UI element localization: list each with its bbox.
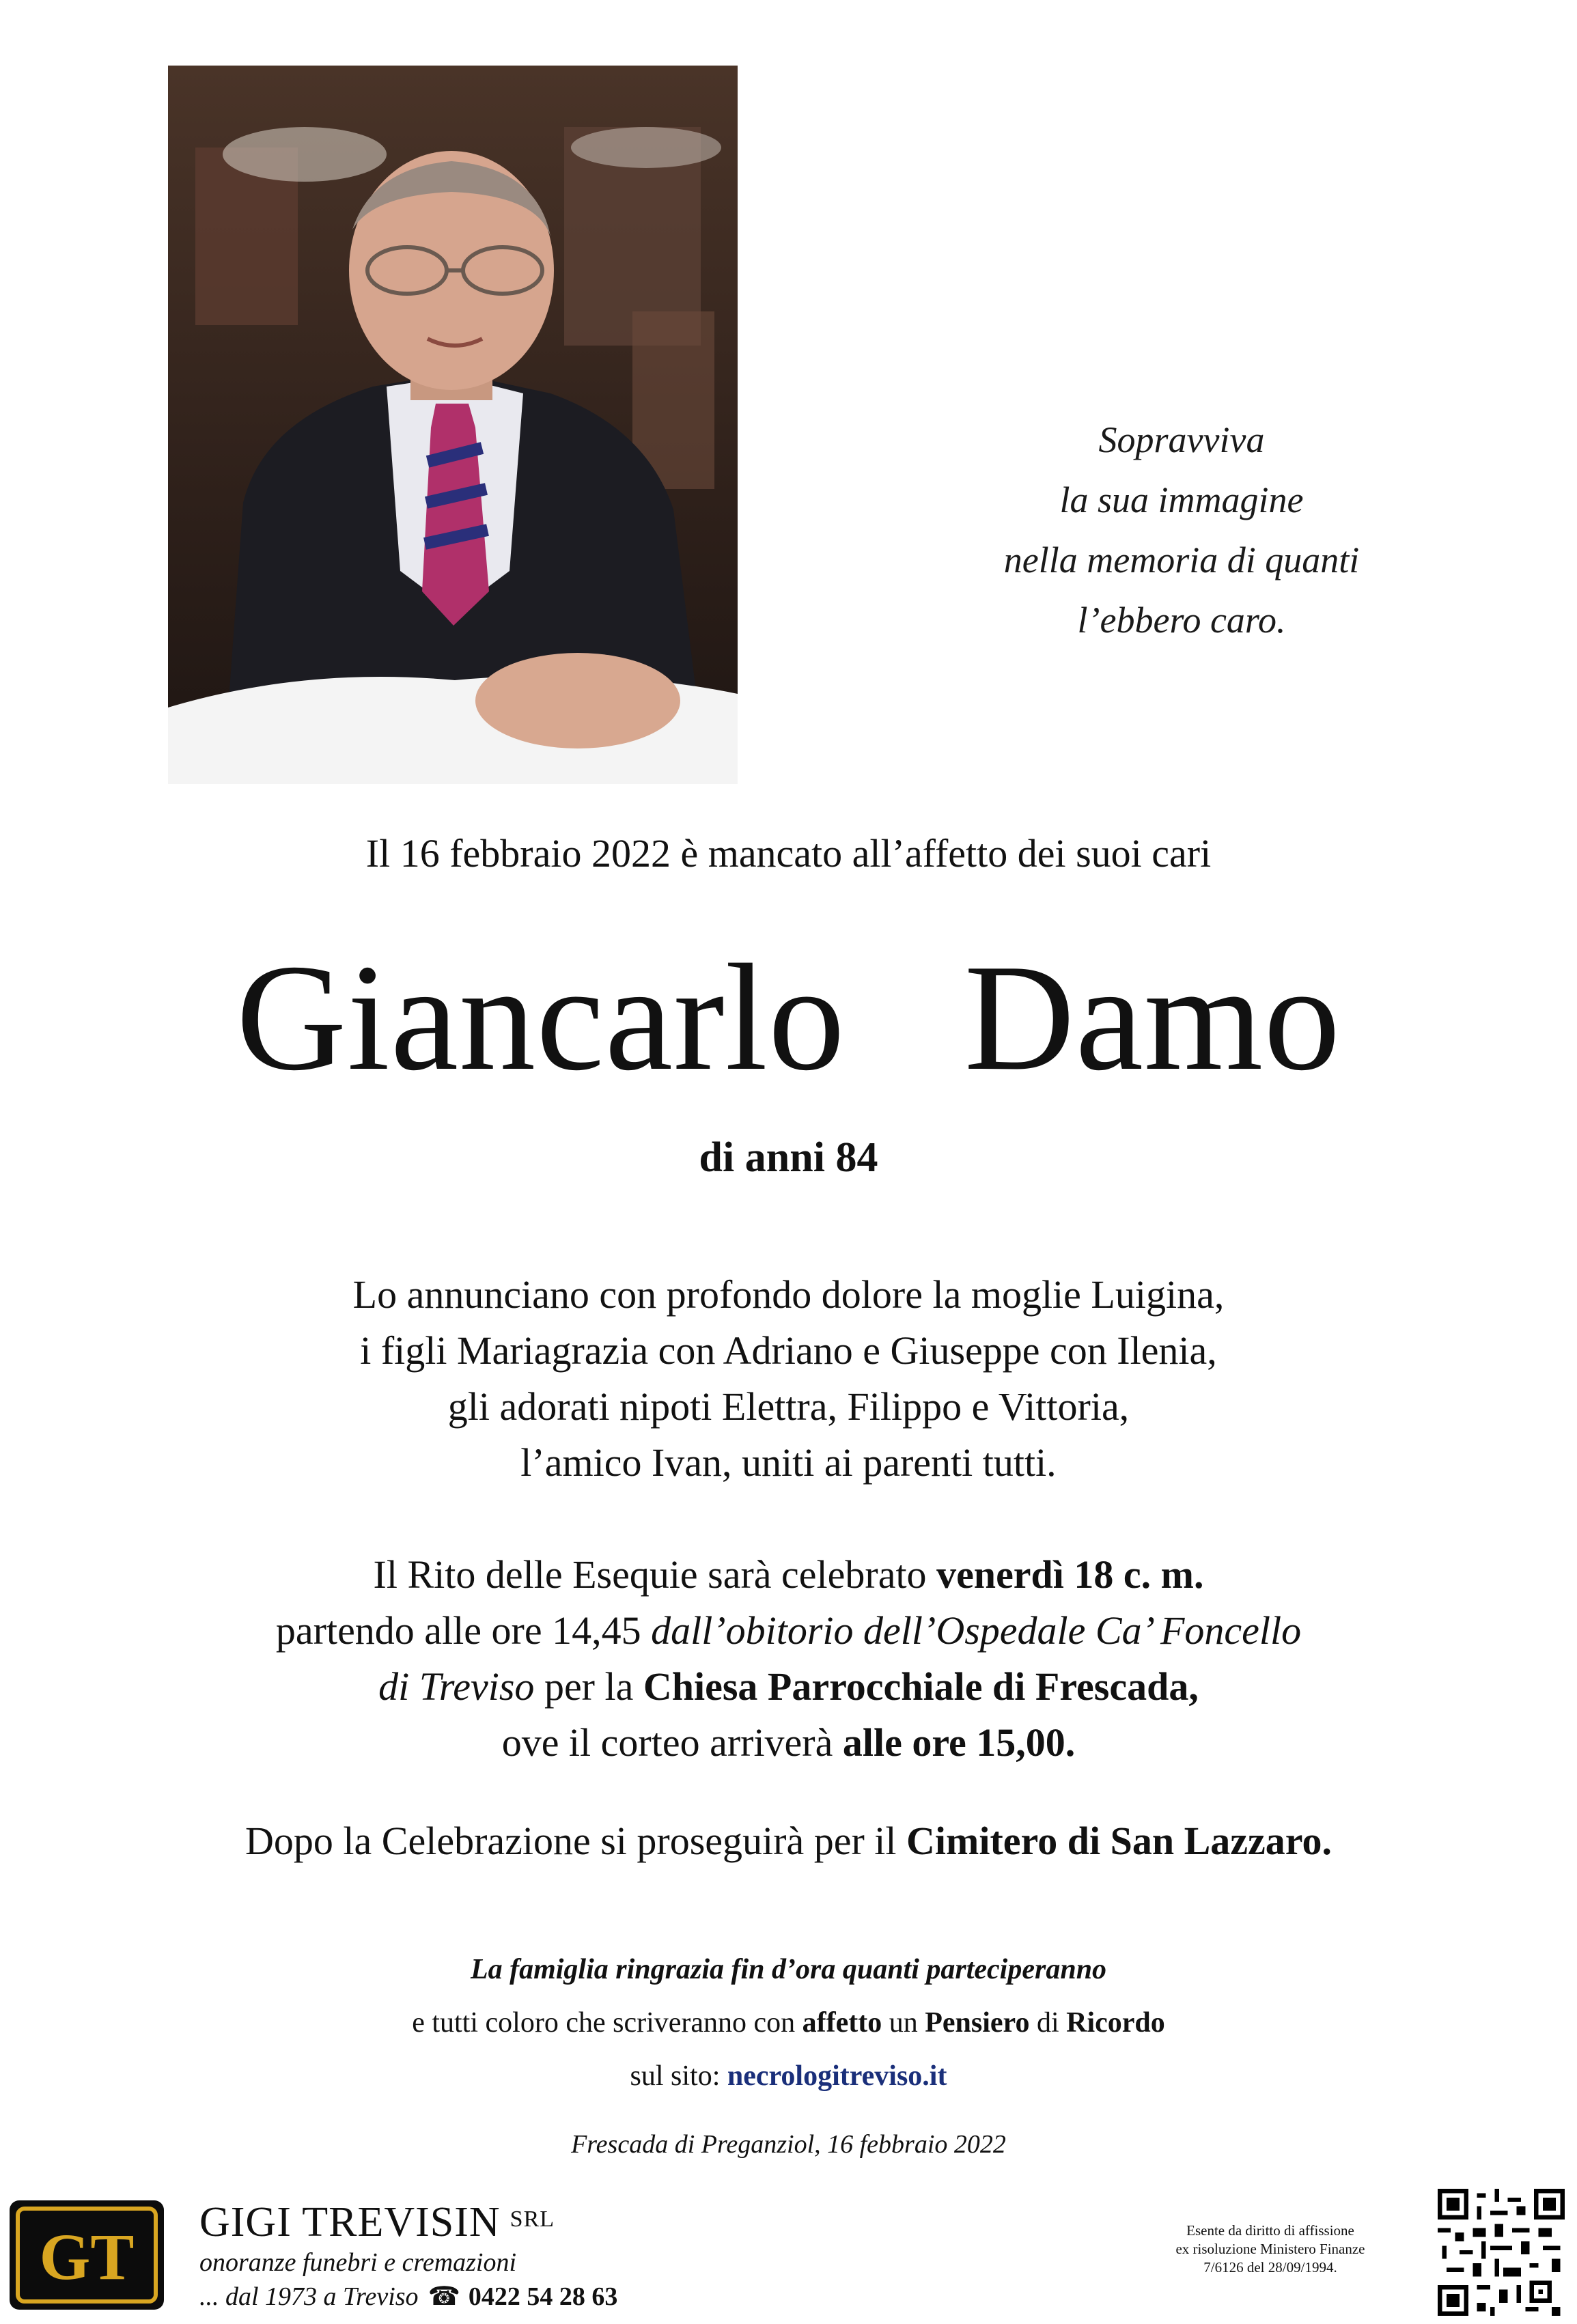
- deceased-name: Giancarlo Damo: [236, 933, 1341, 1102]
- logo-monogram: GT: [39, 2220, 135, 2293]
- thanks-text: sul sito:: [630, 2060, 727, 2092]
- death-announcement-intro: Il 16 febbraio 2022 è mancato all’affetto dei suoi cari: [365, 831, 1212, 876]
- place-and-date: Frescada di Preganziol, 16 febbraio 2022: [571, 2130, 1006, 2159]
- family-announcement: [0, 1267, 1577, 1491]
- thanks-text: La famiglia ringrazia fin d’ora quanti parteciperanno: [470, 1954, 1107, 1985]
- company-logo: [10, 2200, 164, 2310]
- rite-church: Chiesa Parrocchiale di Frescada,: [643, 1664, 1199, 1709]
- tax-exemption-note: [1093, 2222, 1448, 2277]
- rite-text: ove il corteo arriverà: [501, 1720, 843, 1765]
- exempt-line: 7/6126 del 28/09/1994.: [1203, 2259, 1337, 2276]
- family-line: l’amico Ivan, uniti ai parenti tutti.: [520, 1440, 1057, 1485]
- thanks-text: di: [1029, 2007, 1067, 2039]
- portrait-photo: [168, 66, 738, 784]
- rite-line-2: [0, 1603, 1577, 1659]
- rite-line-1: [0, 1547, 1577, 1603]
- quote-line: nella memoria di quanti: [1003, 540, 1360, 580]
- thanks-bold: Ricordo: [1066, 2007, 1165, 2039]
- family-line: Lo annunciano con profondo dolore la moglie Luigina,: [352, 1272, 1225, 1317]
- burial-line: [0, 1813, 1577, 1869]
- thanks-line-2: [0, 1996, 1577, 2049]
- thanks-text: e tutti coloro che scriveranno con: [412, 2007, 803, 2039]
- deceased-age: di anni 84: [699, 1134, 878, 1181]
- exempt-line: ex risoluzione Ministero Finanze: [1175, 2241, 1365, 2257]
- funeral-rite-details: [0, 1547, 1577, 1771]
- company-suffix: SRL: [510, 2207, 555, 2232]
- phone-icon: ☎: [428, 2282, 460, 2311]
- rite-text: Il Rito delle Esequie sarà celebrato: [373, 1552, 937, 1597]
- family-line: gli adorati nipoti Elettra, Filippo e Vittoria,: [447, 1384, 1130, 1429]
- rite-departure-city: di Treviso: [378, 1664, 535, 1709]
- rite-arrival-time: alle ore 15,00.: [842, 1720, 1076, 1765]
- rite-line-3: [0, 1659, 1577, 1715]
- rite-line-4: [0, 1715, 1577, 1771]
- company-phone[interactable]: 0422 54 28 63: [468, 2282, 618, 2311]
- burial-text: Dopo la Celebrazione si proseguirà per il: [245, 1819, 907, 1863]
- rite-text: partendo alle ore 14,45: [275, 1608, 652, 1653]
- thanks-line-1: [0, 1943, 1577, 1996]
- thanks-text: un: [882, 2007, 925, 2039]
- memorial-quote: [908, 410, 1455, 650]
- website-link[interactable]: necrologitreviso.it: [727, 2060, 947, 2092]
- exempt-line: Esente da diritto di affissione: [1186, 2222, 1354, 2239]
- qr-code[interactable]: [1438, 2189, 1565, 2316]
- rite-departure-place: dall’obitorio dell’Ospedale Ca’ Foncello: [651, 1608, 1302, 1653]
- cemetery-name: Cimitero di San Lazzaro.: [906, 1819, 1332, 1863]
- company-tagline: onoranze funebri e cremazioni: [199, 2248, 517, 2277]
- company-name-line: [199, 2196, 617, 2246]
- quote-line: Sopravviva: [1098, 419, 1265, 460]
- thanks-bold: Pensiero: [925, 2007, 1030, 2039]
- thanks-line-3: [0, 2049, 1577, 2103]
- burial-details: [0, 1813, 1577, 1869]
- thanks-bold: affetto: [802, 2007, 882, 2039]
- company-info: [199, 2196, 617, 2314]
- rite-date: venerdì 18 c. m.: [936, 1552, 1204, 1597]
- rite-text: per la: [534, 1664, 643, 1709]
- company-name: GIGI TREVISIN: [199, 2199, 501, 2245]
- company-since-line: [199, 2279, 617, 2314]
- family-line: i figli Mariagrazia con Adriano e Giuseppe con Ilenia,: [360, 1328, 1217, 1373]
- family-thanks: [0, 1943, 1577, 2103]
- company-since: ... dal 1973 a Treviso: [199, 2282, 419, 2311]
- quote-line: l’ebbero caro.: [1077, 600, 1286, 641]
- quote-line: la sua immagine: [1059, 479, 1304, 520]
